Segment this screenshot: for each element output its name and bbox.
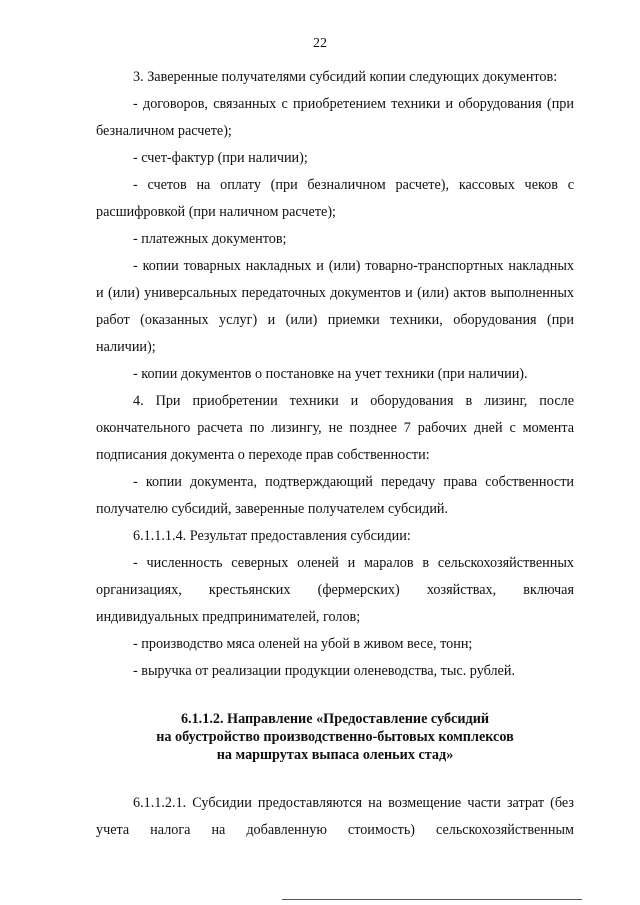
paragraph-item-3: 3. Заверенные получателями субсидий копии следующих документов: — [133, 69, 558, 85]
document-body — [96, 64, 574, 844]
paragraph-item-4: 4. При приобретении техники и оборудования в лизинг, после окончательного расчета по лизингу, не позднее 7 рабочих дней с момента подписания документа о переходе прав собственности: — [96, 393, 574, 463]
page-number: 22 — [313, 36, 327, 51]
footer-rule — [282, 899, 582, 900]
list-item-payment-documents: - платежных документов; — [133, 231, 287, 247]
list-item-deer-count: - численность северных оленей и маралов в сельскохозяйственных организациях, крестьянских (фермерских) хозяйствах, включая индивидуальных предпринимателей, голов; — [96, 555, 574, 625]
section-heading-line-1: 6.1.1.2. Направление «Предоставление субсидий — [180, 711, 490, 727]
list-item-revenue: - выручка от реализации продукции оленеводства, тыс. рублей. — [133, 663, 515, 679]
section-heading-line-3: на маршрутах выпаса оленьих стад» — [216, 747, 454, 763]
section-heading — [96, 710, 574, 764]
list-item-invoices: - счет-фактур (при наличии); — [133, 150, 308, 166]
list-item-payment-bills: - счетов на оплату (при безналичном расчете), кассовых чеков с расшифровкой (при наличном расчете); — [96, 177, 574, 220]
list-item-registration-docs: - копии документов о постановке на учет техники (при наличии). — [133, 366, 528, 382]
list-item-contracts: - договоров, связанных с приобретением техники и оборудования (при безналичном расчете); — [96, 96, 574, 139]
list-item-waybills: - копии товарных накладных и (или) товарно-транспортных накладных и (или) универсальных передаточных документов и (или) актов выполненных работ (оказанных услуг) и (или) приемки техники, оборудования (при наличии); — [96, 258, 574, 355]
paragraph-subsidy-result: 6.1.1.1.4. Результат предоставления субсидии: — [133, 528, 411, 544]
list-item-meat-production: - производство мяса оленей на убой в живом весе, тонн; — [133, 636, 473, 652]
section-heading-line-2: на обустройство производственно-бытовых комплексов — [156, 729, 514, 745]
list-item-ownership-transfer: - копии документа, подтверждающий передачу права собственности получателю субсидий, заверенные получателем субсидий. — [96, 474, 574, 517]
paragraph-subsidies-provided: 6.1.1.2.1. Субсидии предоставляются на возмещение части затрат (без учета налога на добавленную стоимость) сельскохозяйственным — [96, 795, 574, 838]
